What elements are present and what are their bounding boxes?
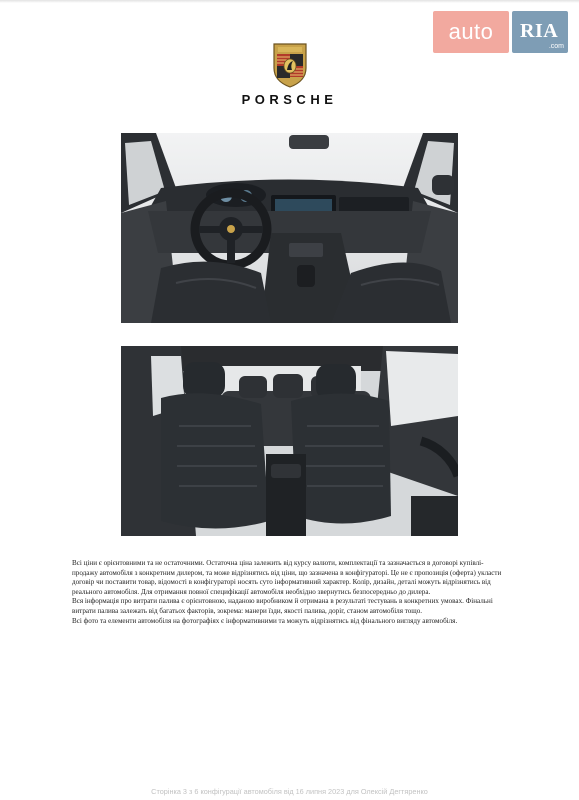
page-footer: Сторінка 3 з 6 конфігурації автомобіля від 16 липня 2023 для Олексій Дегтяренко	[151, 787, 428, 796]
disclaimer-photos: Всі фото та елементи автомобіля на фотографіях є інформативними та можуть відрізнятись від фінального вигляду автомобіля.	[72, 616, 458, 625]
watermark-auto-block	[433, 11, 509, 53]
watermark-com-text: .com	[548, 43, 564, 50]
autoria-watermark	[433, 11, 568, 53]
interior-dashboard-photo	[121, 133, 458, 323]
porsche-crest-icon	[272, 42, 308, 88]
disclaimer-fuel: Вся інформація про витрати палива є орієнтовною, наданою виробником й отримана в результаті тестувань в конкретних умовах. Фінальні витрати палива залежать від багатьох факторів, зокрема: манери їзди, якості палива, доріг, станом автомобіля тощо.	[72, 597, 493, 615]
watermark-auto-text: auto	[448, 19, 494, 44]
porsche-wordmark: PORSCHE	[241, 92, 338, 107]
watermark-ria-block	[512, 11, 568, 53]
disclaimer-prices: Всі ціни є орієнтовними та не остаточними. Остаточна ціна залежить від курсу валюти, комплектації та зазначається в договорі купівлі-продажу автомобіля з конкретним дилером, та може відрізнятись від ціни, що зазначена в конфігураторі. Це не є пропозиція (оферта) укласти договір чи поставити товар, відомості в конфігураторі носять суто інформативний характер. Колір, дизайн, деталі можуть відрізнятись від реального автомобіля. Для отримання повної специфікації автомобіля необхідно звернутись безпосередньо до дилера.	[72, 559, 502, 596]
watermark-ria-text: RIA	[520, 20, 559, 42]
disclaimer-text	[72, 559, 506, 626]
page-top-edge	[0, 0, 579, 3]
interior-seats-photo	[121, 346, 458, 536]
